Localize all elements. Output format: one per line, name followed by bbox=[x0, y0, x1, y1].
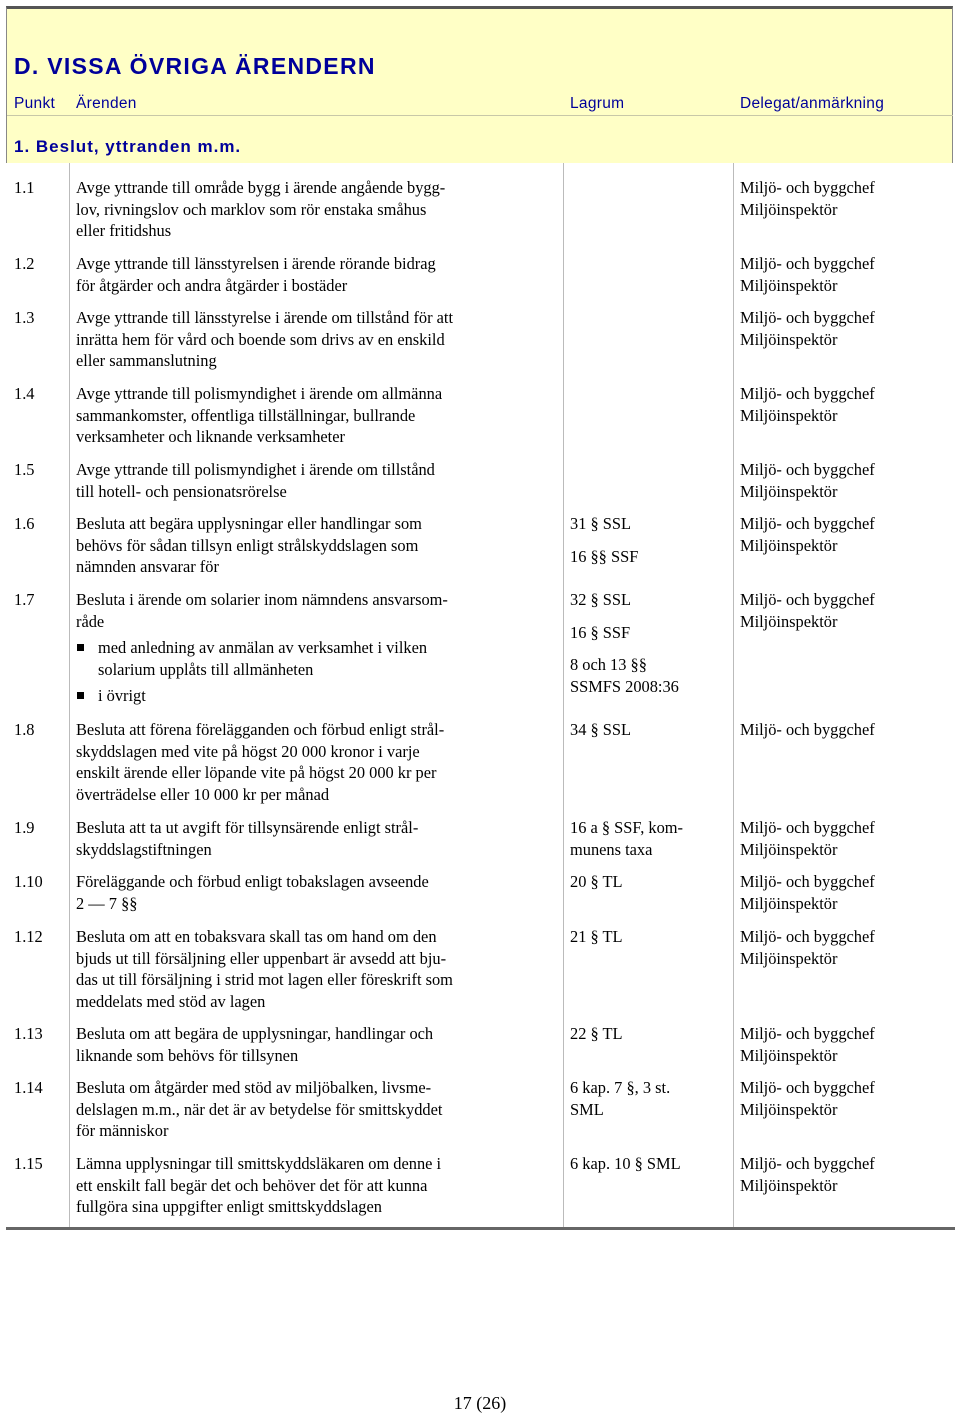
description-line: Avge yttrande till område bygg i ärende angående bygg- bbox=[76, 178, 446, 197]
table-bottom-rule bbox=[6, 1227, 955, 1230]
delegat-line: Miljö- och byggchef bbox=[740, 1078, 875, 1097]
delegat-line: Miljö- och byggchef bbox=[740, 927, 875, 946]
page-number: 17 (26) bbox=[453, 1393, 507, 1413]
delegat-line: Miljö- och byggchef bbox=[740, 308, 875, 327]
description-line: för människor bbox=[76, 1121, 169, 1140]
description-line: råde bbox=[76, 611, 105, 631]
row-number: 1.7 bbox=[14, 590, 35, 609]
description-line: Besluta i ärende om solarier inom nämndens ansvarsom- bbox=[76, 590, 448, 609]
description-line: 2 — 7 §§ bbox=[76, 893, 138, 913]
row-delegat bbox=[740, 871, 955, 914]
bullet-line: solarium upplåts till allmänheten bbox=[98, 659, 314, 679]
delegat-line: Miljöinspektör bbox=[740, 1175, 838, 1195]
document-title: D. VISSA ÖVRIGA ÄRENDERN bbox=[14, 53, 376, 79]
delegat-line: Miljö- och byggchef bbox=[740, 720, 875, 739]
row-description bbox=[76, 459, 558, 502]
row-delegat bbox=[740, 513, 955, 556]
description-line: behövs för sådan tillsyn enligt strålskyddslagen som bbox=[76, 535, 419, 555]
delegat-line: Miljöinspektör bbox=[740, 839, 838, 859]
description-line: sammankomster, offentliga tillställningar, bullrande bbox=[76, 405, 416, 425]
description-line: Avge yttrande till länsstyrelsen i ärende rörande bidrag bbox=[76, 254, 436, 273]
bullet-line: i övrigt bbox=[98, 686, 146, 705]
row-description bbox=[76, 871, 558, 914]
lagrum-line: 6 kap. 7 §, 3 st. SML bbox=[570, 1078, 671, 1119]
description-line: fullgöra sina uppgifter enligt smittskyddslagen bbox=[76, 1197, 382, 1216]
description-line: enskilt ärende eller löpande vite på högst 20 000 kr per bbox=[76, 763, 437, 782]
row-number: 1.1 bbox=[14, 178, 35, 197]
description-line: Avge yttrande till länsstyrelse i ärende om tillstånd för att bbox=[76, 308, 454, 327]
description-line: nämnden ansvarar för bbox=[76, 557, 219, 576]
bullet-line: med anledning av anmälan av verksamhet i vilken bbox=[98, 638, 428, 657]
description-line: eller fritidshus bbox=[76, 221, 172, 240]
lagrum-line: 34 § SSL bbox=[570, 720, 632, 739]
description-line: Lämna upplysningar till smittskyddsläkaren om denne i bbox=[76, 1154, 442, 1173]
delegat-line: Miljöinspektör bbox=[740, 275, 838, 295]
row-description bbox=[76, 817, 558, 860]
delegat-line: Miljö- och byggchef bbox=[740, 514, 875, 533]
lagrum-line: 21 § TL bbox=[570, 927, 623, 946]
delegat-line: Miljö- och byggchef bbox=[740, 590, 875, 609]
lagrum-line: 16 §§ SSF bbox=[570, 546, 639, 566]
row-lagrum bbox=[570, 513, 730, 578]
lagrum-line: 32 § SSL bbox=[570, 590, 632, 609]
description-line: Besluta om att begära de upplysningar, handlingar och bbox=[76, 1024, 434, 1043]
description-line: för åtgärder och andra åtgärder i bostäder bbox=[76, 275, 348, 295]
row-delegat bbox=[740, 1023, 955, 1066]
delegat-line: Miljöinspektör bbox=[740, 329, 838, 349]
lagrum-line: 16 a § SSF, kom- munens taxa bbox=[570, 818, 683, 859]
description-line: överträdelse eller 10 000 kr per månad bbox=[76, 784, 330, 804]
row-lagrum bbox=[570, 871, 730, 904]
description-line: Besluta att förena förelägganden och förbud enligt strål- bbox=[76, 720, 445, 739]
delegat-line: Miljö- och byggchef bbox=[740, 384, 875, 403]
description-line: ett enskilt fall begär det och behöver det för att kunna bbox=[76, 1175, 428, 1195]
row-number: 1.10 bbox=[14, 872, 43, 891]
row-delegat bbox=[740, 1153, 955, 1196]
column-divider-3 bbox=[733, 163, 734, 1227]
delegat-line: Miljö- och byggchef bbox=[740, 1154, 875, 1173]
description-line: skyddslagstiftningen bbox=[76, 839, 212, 859]
description-line: Besluta om åtgärder med stöd av miljöbalken, livsme- bbox=[76, 1078, 432, 1097]
row-number: 1.2 bbox=[14, 254, 35, 273]
delegat-line: Miljöinspektör bbox=[740, 893, 838, 913]
row-number: 1.4 bbox=[14, 384, 35, 403]
row-description bbox=[76, 1077, 558, 1142]
row-number: 1.6 bbox=[14, 514, 35, 533]
column-header-lagrum: Lagrum bbox=[570, 95, 625, 112]
row-lagrum bbox=[570, 1077, 730, 1131]
row-description bbox=[76, 589, 558, 707]
delegat-line: Miljöinspektör bbox=[740, 948, 838, 968]
row-delegat bbox=[740, 589, 955, 632]
row-lagrum bbox=[570, 1023, 730, 1056]
row-description bbox=[76, 253, 558, 296]
delegat-line: Miljö- och byggchef bbox=[740, 1024, 875, 1043]
description-line: inrätta hem för vård och boende som drivs av en enskild bbox=[76, 329, 445, 349]
column-header-arenden: Ärenden bbox=[76, 95, 137, 112]
delegat-line: Miljö- och byggchef bbox=[740, 254, 875, 273]
delegat-line: Miljöinspektör bbox=[740, 405, 838, 425]
description-line: Avge yttrande till polismyndighet i ärende om tillstånd bbox=[76, 460, 435, 479]
description-line: meddelats med stöd av lagen bbox=[76, 991, 266, 1011]
row-lagrum bbox=[570, 926, 730, 959]
column-header-delegat: Delegat/anmärkning bbox=[740, 95, 885, 112]
delegat-line: Miljöinspektör bbox=[740, 611, 838, 631]
row-description bbox=[76, 513, 558, 578]
column-header-punkt: Punkt bbox=[14, 95, 56, 112]
row-description bbox=[76, 719, 558, 805]
delegat-line: Miljöinspektör bbox=[740, 535, 838, 555]
row-number: 1.9 bbox=[14, 818, 35, 837]
row-description bbox=[76, 1023, 558, 1066]
column-divider-2 bbox=[563, 163, 564, 1227]
row-number: 1.12 bbox=[14, 927, 43, 946]
description-line: verksamheter och liknande verksamheter bbox=[76, 427, 345, 446]
description-line: Besluta om att en tobaksvara skall tas om hand om den bbox=[76, 927, 437, 946]
row-description bbox=[76, 177, 558, 242]
row-delegat bbox=[740, 253, 955, 296]
row-delegat bbox=[740, 383, 955, 426]
row-lagrum bbox=[570, 1153, 730, 1186]
lagrum-line: 8 och 13 §§ SSMFS 2008:36 bbox=[570, 655, 679, 696]
description-line: eller sammanslutning bbox=[76, 351, 217, 370]
delegat-line: Miljö- och byggchef bbox=[740, 872, 875, 891]
description-line: liknande som behövs för tillsynen bbox=[76, 1045, 299, 1065]
row-number: 1.14 bbox=[14, 1078, 43, 1097]
row-delegat bbox=[740, 926, 955, 969]
row-lagrum bbox=[570, 719, 730, 752]
row-description bbox=[76, 926, 558, 1012]
row-number: 1.8 bbox=[14, 720, 35, 739]
row-description bbox=[76, 307, 558, 372]
delegat-line: Miljöinspektör bbox=[740, 199, 838, 219]
row-delegat bbox=[740, 307, 955, 350]
row-number: 1.3 bbox=[14, 308, 35, 327]
delegat-line: Miljö- och byggchef bbox=[740, 460, 875, 479]
header-divider bbox=[7, 115, 953, 116]
description-line: skyddslagen med vite på högst 20 000 kronor i varje bbox=[76, 741, 420, 761]
description-line: lov, rivningslov och marklov som rör enstaka småhus bbox=[76, 199, 427, 219]
lagrum-line: 6 kap. 10 § SML bbox=[570, 1154, 681, 1173]
bullet-item bbox=[76, 685, 558, 707]
row-delegat bbox=[740, 817, 955, 860]
delegat-line: Miljöinspektör bbox=[740, 1099, 838, 1119]
row-lagrum bbox=[570, 817, 730, 871]
description-line: Föreläggande och förbud enligt tobakslagen avseende bbox=[76, 872, 429, 891]
description-line: delslagen m.m., när det är av betydelse för smittskyddet bbox=[76, 1099, 443, 1119]
description-line: bjuds ut till försäljning eller uppenbart är avsedd att bju- bbox=[76, 948, 447, 968]
delegat-line: Miljö- och byggchef bbox=[740, 818, 875, 837]
bullet-item bbox=[76, 637, 558, 680]
row-delegat bbox=[740, 1077, 955, 1120]
lagrum-line: 31 § SSL bbox=[570, 514, 632, 533]
description-line: Besluta att ta ut avgift för tillsynsärende enligt strål- bbox=[76, 818, 419, 837]
lagrum-line: 22 § TL bbox=[570, 1024, 623, 1043]
row-number: 1.5 bbox=[14, 460, 35, 479]
description-line: Besluta att begära upplysningar eller handlingar som bbox=[76, 514, 422, 533]
column-divider-1 bbox=[69, 163, 70, 1227]
description-line: das ut till försäljning i strid mot lagen eller föreskrift som bbox=[76, 970, 453, 989]
row-number: 1.15 bbox=[14, 1154, 43, 1173]
row-lagrum bbox=[570, 589, 730, 708]
delegat-line: Miljö- och byggchef bbox=[740, 178, 875, 197]
delegat-line: Miljöinspektör bbox=[740, 481, 838, 501]
row-description bbox=[76, 1153, 558, 1218]
row-delegat bbox=[740, 459, 955, 502]
description-line: Avge yttrande till polismyndighet i ärende om allmänna bbox=[76, 384, 443, 403]
lagrum-line: 20 § TL bbox=[570, 872, 623, 891]
row-description bbox=[76, 383, 558, 448]
row-delegat bbox=[740, 177, 955, 220]
section-title: 1. Beslut, yttranden m.m. bbox=[14, 137, 242, 156]
delegat-line: Miljöinspektör bbox=[740, 1045, 838, 1065]
row-number: 1.13 bbox=[14, 1024, 43, 1043]
lagrum-line: 16 § SSF bbox=[570, 622, 631, 642]
row-delegat bbox=[740, 719, 955, 741]
description-line: till hotell- och pensionatsrörelse bbox=[76, 481, 287, 501]
